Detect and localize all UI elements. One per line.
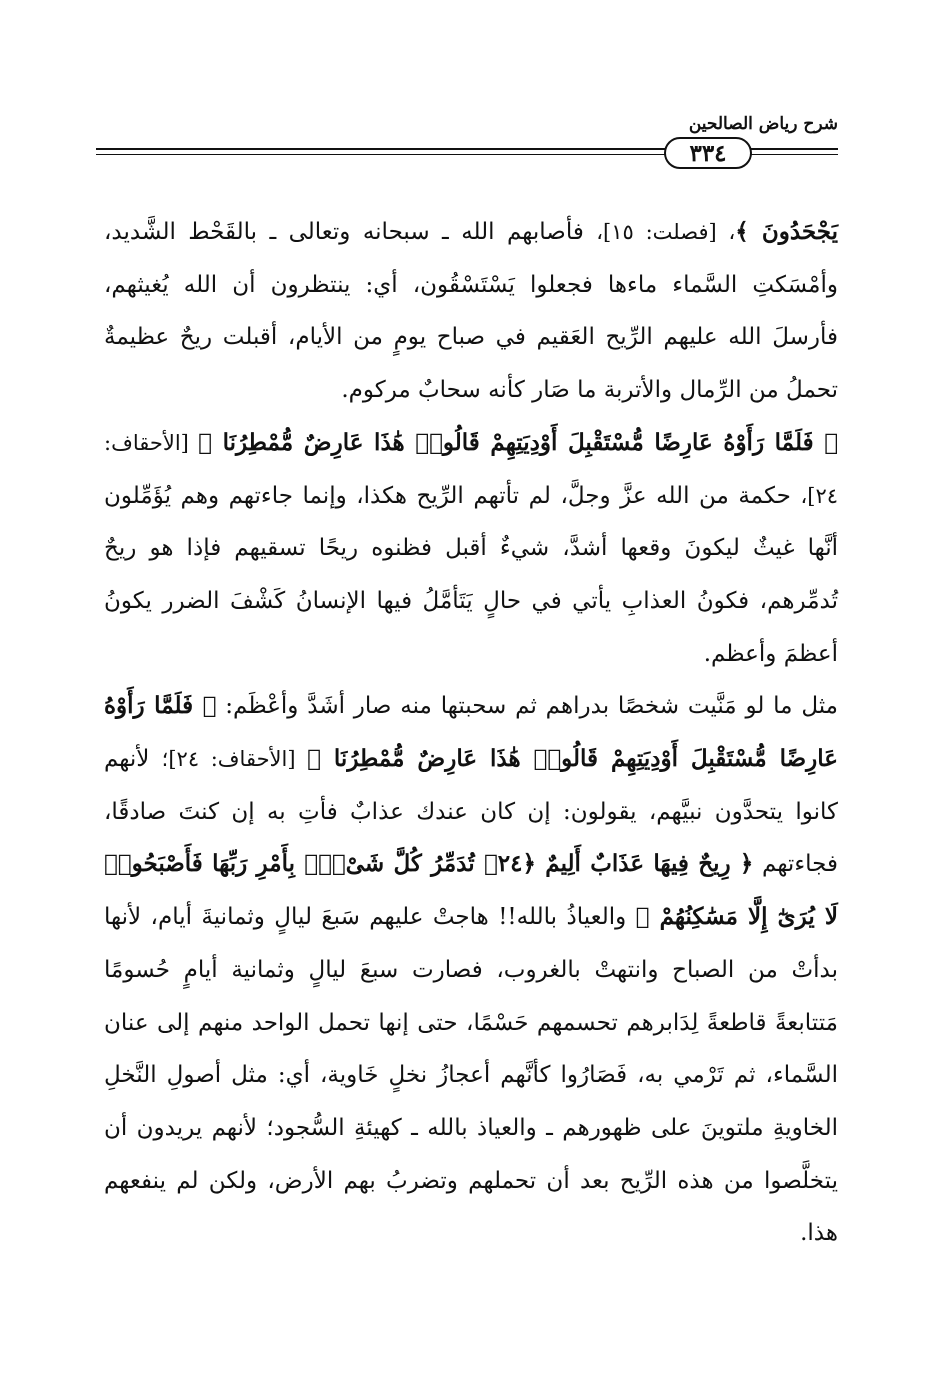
quran-verse: ﴿ رِيحٌ فِيهَا عَذَابٌ أَلِيمٌ ﴿٢٤﴾ تُدَمِّرُ كُلَّ شَىْءٍۭ بِأَمْرِ رَبِّهَا فَأَصْبَحُوا۟ لَا يُرَىٰٓ إِلَّا مَسَٰكِنُهُمْ ﴾ — [104, 850, 838, 931]
paragraph-text: والعياذُ بالله!! هاجتْ عليهم سَبعَ ليالٍ وثمانيةَ أيام، لأنها بدأتْ من الصباح وانتهتْ بالغروب، فصارت سبعَ ليالٍ وثمانية أيامٍ حُسومًا مَتتابعةً قاطعةً لِدَابرهم تحسمهم حَسْمًا، حتى إنها تحمل الواحد منهم إلى عنان السَّماء، ثم تَرْمي به، فَصَارُوا كأنَّهم أعجازُ نخلٍ خَاوية، أي: مثل أصولِ النَّخلِ الخاويةِ ملتوينَ على ظهورهم ـ والعياذ بالله ـ كهيئةِ السُّجود؛ لأنهم يريدون أن يتخلَّصوا من هذه الرِّيح بعد أن تحملهم وتضربُ بهم الأرض، ولكن لم ينفعهم هذا. — [104, 904, 838, 1247]
quran-verse: يَجْحَدُونَ ﴾ — [735, 218, 838, 245]
citation: [الأحقاف: ٢٤]، — [104, 430, 838, 508]
citation: ، [فصلت: ١٥]، — [596, 220, 736, 244]
paragraph-text: فأصابهم الله ـ سبحانه وتعالى ـ بالقَحْط الشَّديد، وأمْسَكتِ السَّماء ماءها فجعلوا يَسْتَسْقُون، أي: ينتظرون أن الله يُغيثهم، فأرسلَ الله عليهم الرِّيح العَقيم في صباح يومٍ من الأيام، أقبلت ريحٌ عظيمةٌ تحملُ من الرِّمال والأتربة ما صَار كأنه سحابٌ مركوم. — [104, 219, 838, 404]
page-header — [96, 112, 838, 172]
page-number-frame — [664, 137, 752, 169]
paragraph-3 — [104, 680, 838, 1260]
page-number: ٣٣٤ — [689, 139, 727, 167]
quran-verse: ﴿ فَلَمَّا رَأَوْهُ عَارِضًا مُّسْتَقْبِلَ أَوْدِيَتِهِمْ قَالُوا۟ هَٰذَا عَارِضٌ مُّمْطِرُنَا ﴾ — [104, 692, 838, 773]
paragraph-text: لأنهم كانوا يتحدَّون نبيَّهم، يقولون: إن كان عندك عذابٌ فأتِ به إن كنتَ صادقًا، فجاءتهم — [104, 746, 839, 878]
body-text — [104, 206, 838, 1260]
paragraph-text: حكمة من الله عزَّ وجلَّ، لم تأتهم الرِّيح هكذا، وإنما جاءتهم وهم يُؤَمِّلون أنَّها غيثٌ ليكونَ وقعها أشدَّ، شيءٌ أقبل فظنوه ريحًا تسقيهم فإذا هو ريحٌ تُدمِّرهم، فكونُ العذابِ يأتي في حالٍ يَتَأمَّلُ فيها الإنسانُ كَشْفَ الضرر يكونُ أعظمَ وأعظم. — [104, 482, 838, 667]
quran-verse: ﴿ فَلَمَّا رَأَوْهُ عَارِضًا مُّسْتَقْبِلَ أَوْدِيَتِهِمْ قَالُوا۟ هَٰذَا عَارِضٌ مُّمْطِرُنَا ﴾ — [198, 428, 839, 456]
paragraph-1 — [104, 206, 838, 417]
citation: [الأحقاف: ٢٤]؛ — [161, 747, 308, 772]
paragraph-text: مثل ما لو مَنَّيت شخصًا بدراهم ثم سحبتها منه صار أشَدَّ وأعْظَم: — [216, 693, 839, 720]
paragraph-2 — [104, 417, 838, 681]
book-title: شرح رياض الصالحين — [688, 114, 838, 134]
